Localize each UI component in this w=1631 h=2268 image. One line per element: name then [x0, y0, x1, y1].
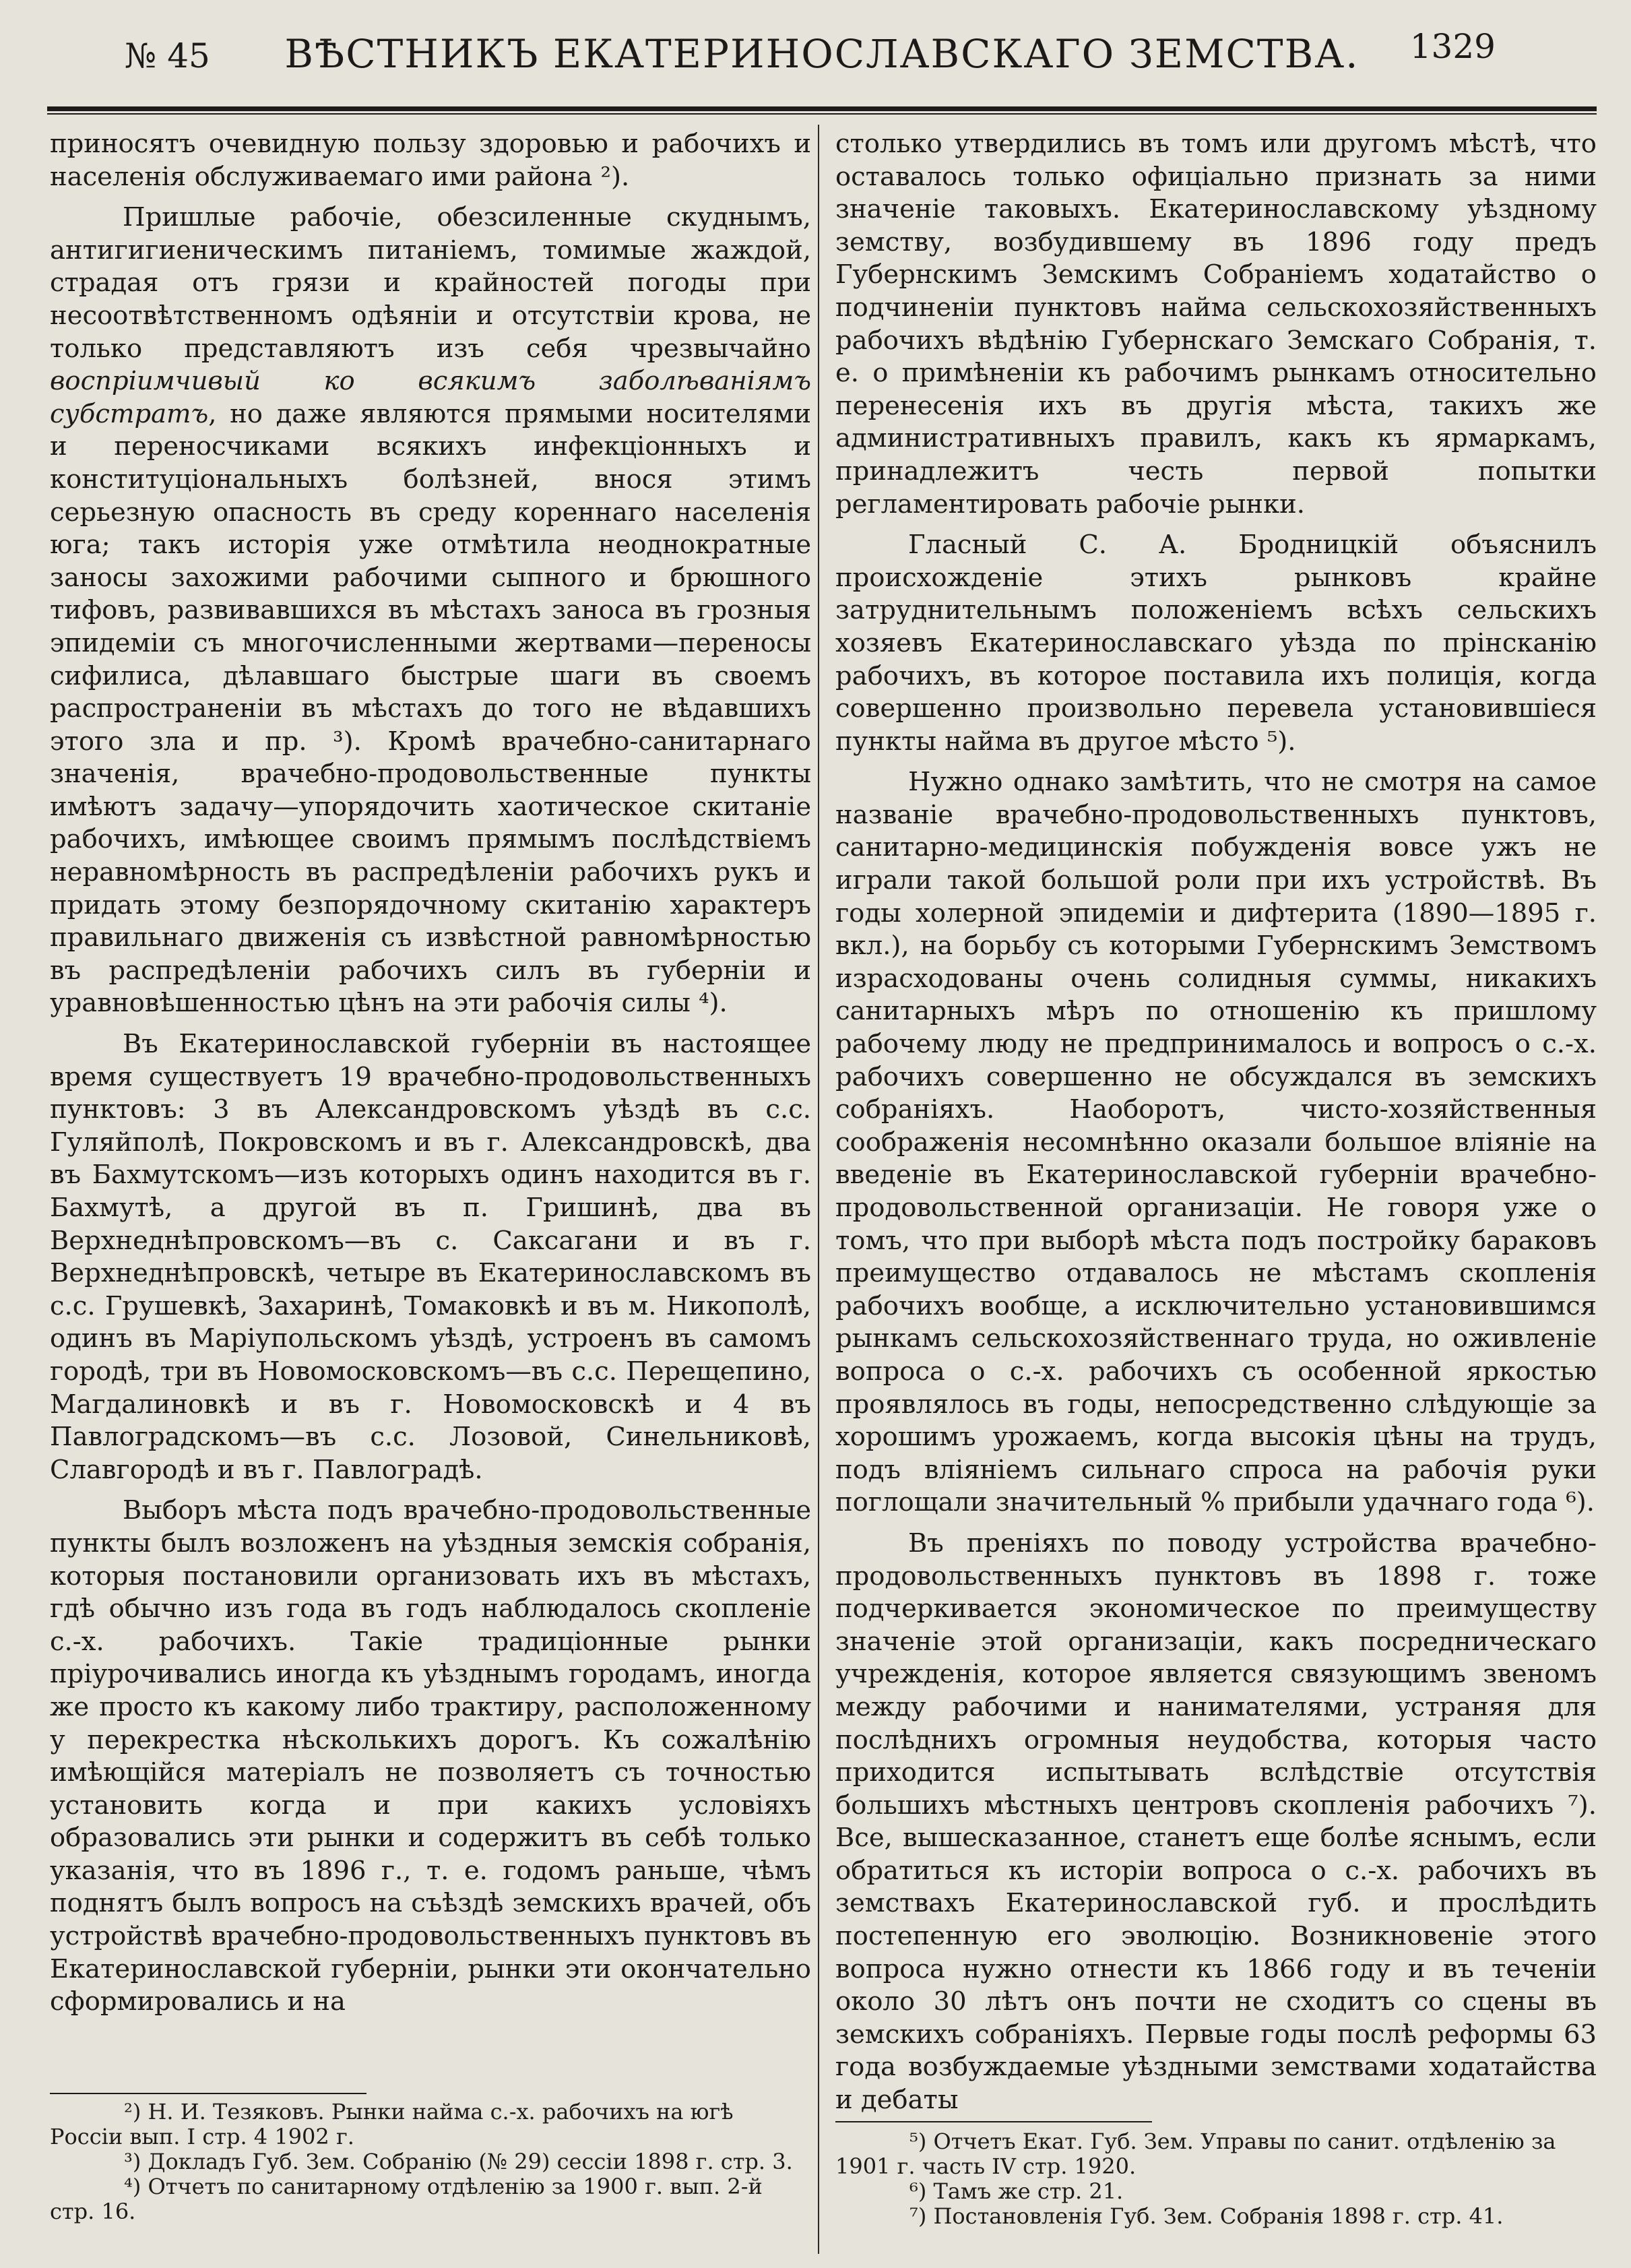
- left-paragraph-2-italic: воспріимчивый ко всякимъ заболѣваніямъ субстратъ: [50, 366, 811, 429]
- page-header: [47, 18, 1597, 98]
- left-paragraph-3: Въ Екатеринославской губерніи въ настоящее время существуетъ 19 врачебно-продовольственныхъ пунктовъ: 3 въ Александровскомъ уѣздѣ въ с.с. Гуляйполѣ, Покровскомъ и въ г. Александровскѣ, два въ Бахмутскомъ—изъ которыхъ одинъ находится въ г. Бахмутѣ, а другой въ п. Гришинѣ, два въ Верхнеднѣпровскомъ—въ с. Саксагани и въ г. Верхнеднѣпровскѣ, четыре въ Екатеринославскомъ въ с.с. Грушевкѣ, Захаринѣ, Томаковкѣ и въ м. Никополѣ, одинъ въ Маріупольскомъ уѣздѣ, устроенъ въ самомъ городѣ, три въ Новомосковскомъ—въ с.с. Перещепино, Магдалиновкѣ и въ г. Новомосковскѣ и 4 въ Павлоградскомъ—въ с.с. Лозовой, Синельниковѣ, Славгородѣ и въ г. Павлоградѣ.: [50, 1029, 811, 1485]
- left-footnotes: [50, 2100, 804, 2224]
- header-rule-thin: [47, 113, 1597, 115]
- header-rule: [47, 106, 1597, 111]
- left-paragraph-2: [50, 201, 811, 1020]
- footnote-7: ⁷) Постановленія Губ. Зем. Собранія 1898 г. стр. 41.: [909, 2203, 1504, 2229]
- column-divider: [818, 125, 819, 2254]
- page-number: 1329: [1409, 27, 1496, 66]
- right-paragraph-4: Въ преніяхъ по поводу устройства врачебно-продовольственныхъ пунктовъ въ 1898 г. тоже подчеркивается экономическое по преимуществу значеніе этой организаціи, какъ посредническаго учрежденія, которое является связующимъ звеномъ между рабочими и нанимателями, устраняя для послѣднихъ огромныя неудобства, которыя часто приходится испытывать вслѣдствіе отсутствія большихъ мѣстныхъ центровъ скопленія рабочихъ ⁷). Все, вышесказанное, станетъ еще болѣе яснымъ, если обратиться къ исторіи вопроса о с.-х. рабочихъ въ земствахъ Екатеринославской губ. и прослѣдить постепенную его эволюцію. Возникновеніе этого вопроса нужно отнести къ 1866 году и въ теченіи около 30 лѣтъ онъ почти не сходитъ со сцены въ земскихъ собраніяхъ. Первые годы послѣ реформы 63 года возбуждаемые уѣздными земствами ходатайства и дебаты: [835, 1527, 1597, 2116]
- left-paragraph-1: приносятъ очевидную пользу здоровью и рабочихъ и населенія обслуживаемаго ими района ²).: [50, 129, 811, 192]
- left-paragraph-2-end: , но даже являются прямыми носителями и переносчиками всякихъ инфекціонныхъ и конституціональныхъ болѣзней, внося этимъ серьезную опасность въ среду кореннаго населенія юга; такъ исторія уже отмѣтила неоднократные заносы захожими рабочими сыпного и брюшного тифовъ, развивавшихся въ мѣстахъ заноса въ грозныя эпидеміи съ многочисленными жертвами—переносы сифилиса, дѣлавшаго быстрые шаги въ своемъ распространеніи въ мѣстахъ до того не вѣдавшихъ этого зла и пр. ³). Кромѣ врачебно-санитарнаго значенія, врачебно-продовольственные пункты имѣютъ задачу—упорядочить хаотическое скитаніе рабочихъ, имѣющее своимъ прямымъ послѣдствіемъ неравномѣрность въ распредѣленіи рабочихъ рукъ и придать этому безпорядочному скитанію характеръ правильнаго движенія съ извѣстной равномѣрностью въ распредѣленіи рабочихъ силъ въ губерніи и уравновѣшенностью цѣнъ на эти рабочія силы ⁴).: [50, 398, 811, 1019]
- issue-number: № 45: [125, 36, 210, 75]
- left-column: [50, 128, 811, 2027]
- left-paragraph-2-start: Пришлые рабочіе, обезсиленные скуднымъ, антигигиеническимъ питаніемъ, томимые жаждой, страдая отъ грязи и крайностей погоды при несоотвѣтственномъ одѣяніи и отсутствіи крова, не только представляютъ изъ себя чрезвычайно: [50, 202, 811, 364]
- footnote-2: ²) Н. И. Тезяковъ. Рынки найма с.-х. рабочихъ на югѣ Россіи вып. I стр. 4 1902 г.: [50, 2099, 734, 2149]
- right-footnote-rule: [835, 2121, 1152, 2122]
- footnote-5: ⁵) Отчетъ Екат. Губ. Зем. Управы по санит. отдѣленію за 1901 г. часть IV стр. 1920.: [835, 2129, 1556, 2179]
- right-paragraph-2: Гласный С. А. Бродницкій объяснилъ происхожденіе этихъ рынковъ крайне затруднительнымъ положеніемъ всѣхъ сельскихъ хозяевъ Екатеринославскаго уѣзда по прінсканію рабочихъ, въ которое поставила ихъ полиція, когда совершенно произвольно перевела установившіеся пункты найма въ другое мѣсто ⁵).: [835, 530, 1597, 757]
- right-footnotes: [835, 2129, 1590, 2229]
- footnote-3: ³) Докладъ Губ. Зем. Собранію (№ 29) сессіи 1898 г. стр. 3.: [124, 2149, 793, 2174]
- left-footnote-rule: [50, 2093, 366, 2094]
- left-paragraph-4: Выборъ мѣста подъ врачебно-продовольственные пункты былъ возложенъ на уѣздныя земскія собранія, которыя постановили организовать ихъ въ мѣстахъ, гдѣ обычно изъ года въ годъ наблюдалось скопленіе с.-х. рабочихъ. Такіе традиціонные рынки пріурочивались иногда къ уѣзднымъ городамъ, иногда же просто къ какому либо трактиру, расположенному у перекрестка нѣсколькихъ дорогъ. Къ сожалѣнію имѣющійся матеріалъ не позволяетъ съ точностью установить когда и при какихъ условіяхъ образовались эти рынки и содержитъ въ себѣ только указанія, что въ 1896 г., т. е. годомъ раньше, чѣмъ поднятъ былъ вопросъ на съѣздѣ земскихъ врачей, объ устройствѣ врачебно-продовольственныхъ пунктовъ въ Екатеринославской губерніи, рынки эти окончательно сформировались и на: [50, 1495, 811, 2017]
- right-paragraph-3: Нужно однако замѣтить, что не смотря на самое названіе врачебно-продовольственныхъ пунктовъ, санитарно-медицинскія побужденія вовсе ужъ не играли такой большой роли при ихъ устройствѣ. Въ годы холерной эпидеміи и дифтерита (1890—1895 г. вкл.), на борьбу съ которыми Губернскимъ Земствомъ израсходованы очень солидныя суммы, никакихъ санитарныхъ мѣръ по отношенію къ пришлому рабочему люду не предпринималось и вопросъ о с.-х. рабочихъ совершенно не обсуждался въ земскихъ собраніяхъ. Наоборотъ, чисто-хозяйственныя соображенія несомнѣнно оказали большое вліяніе на введеніе въ Екатеринославской губерніи врачебно-продовольственной организаціи. Не говоря уже о томъ, что при выборѣ мѣста подъ постройку бараковъ преимущество отдавалось не мѣстамъ скопленія рабочихъ вообще, а исключительно установившимся рынкамъ сельскохозяйственнаго труда, но оживленіе вопроса о с.-х. рабочихъ съ особенной яркостью проявлялось въ годы, непосредственно слѣдующіе за хорошимъ урожаемъ, когда высокія цѣны на трудъ, подъ вліяніемъ сильнаго спроса на рабочія руки поглощали значительный % прибыли удачнаго года ⁶).: [835, 767, 1597, 1518]
- footnote-6: ⁶) Тамъ же стр. 21.: [909, 2178, 1124, 2204]
- right-column: [835, 128, 1597, 2125]
- right-paragraph-1: столько утвердились въ томъ или другомъ мѣстѣ, что оставалось только офиціально признать за ними значеніе таковыхъ. Екатеринославскому уѣздному земству, возбудившему въ 1896 году предъ Губернскимъ Земскимъ Собраніемъ ходатайство о подчиненіи пунктовъ найма сельскохозяйственныхъ рабочихъ вѣдѣнію Губернскаго Земскаго Собранія, т. е. о примѣненіи къ рабочимъ рынкамъ относительно перенесенія ихъ въ другія мѣста, такихъ же административныхъ правилъ, какъ къ ярмаркамъ, принадлежитъ честь первой попытки регламентировать рабочіе рынки.: [835, 129, 1597, 519]
- footnote-4: ⁴) Отчетъ по санитарному отдѣленію за 1900 г. вып. 2-й стр. 16.: [50, 2174, 763, 2224]
- journal-title: ВѢСТНИКЪ ЕКАТЕРИНОСЛАВСКАГО ЗЕМСТВА.: [284, 31, 1360, 77]
